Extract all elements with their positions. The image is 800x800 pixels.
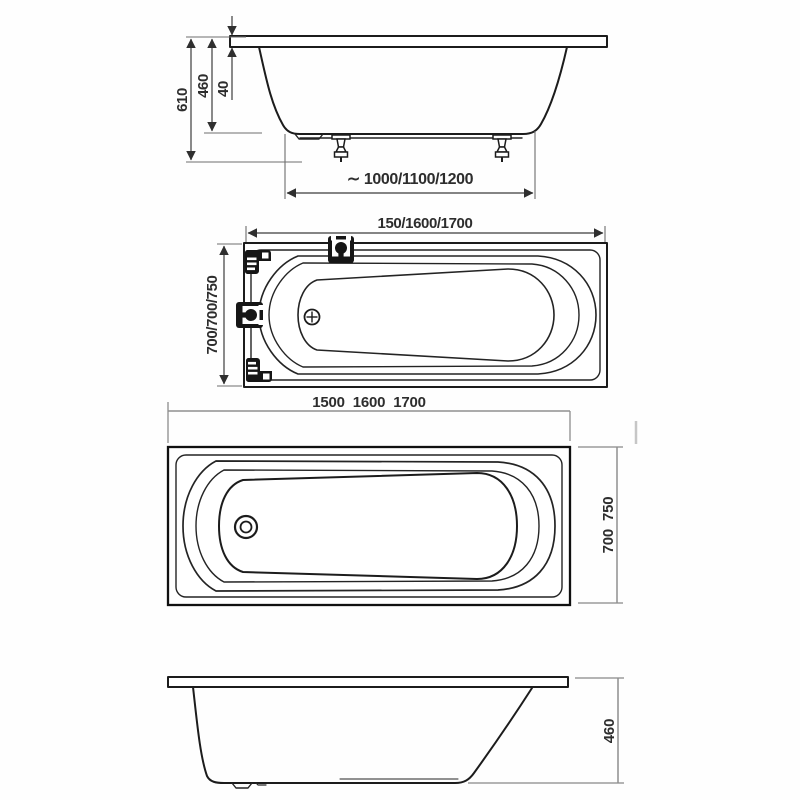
view-plan <box>168 394 636 605</box>
dimension-rim-height <box>215 16 232 100</box>
view-side-elevation <box>174 16 607 199</box>
tub-rim-profile-2 <box>168 677 568 687</box>
dim-label-length-2: 1500 1600 1700 <box>312 394 426 411</box>
clamp-bracket-icon-left <box>236 302 263 328</box>
dimension-end-height <box>468 678 624 783</box>
dimension-plan2-width <box>578 447 623 603</box>
dimension-leg-spacing <box>285 131 535 199</box>
clamp-bracket-icon-top <box>328 236 354 263</box>
dim-label-width: 700/700/750 <box>204 275 221 355</box>
dim-label-width-2: 700 750 <box>600 496 617 554</box>
drain-icon <box>305 310 320 325</box>
dim-label-leg-spacing: ∼ 1000/1100/1200 <box>346 171 474 188</box>
tub-rim-profile <box>230 36 607 47</box>
view-end-elevation <box>168 677 624 788</box>
support-leg-left <box>332 135 350 162</box>
dimension-total-height <box>174 37 302 162</box>
drain-icon-2 <box>235 516 257 538</box>
tub-body-outline-2 <box>193 687 532 783</box>
dim-label-610: 610 <box>174 88 191 112</box>
dim-label-40: 40 <box>215 81 232 97</box>
dim-label-460: 460 <box>195 74 212 98</box>
dimension-plan-length <box>246 215 605 242</box>
dimension-plan2-length <box>168 394 636 444</box>
view-plan-with-fittings <box>204 215 607 387</box>
tub-body-outline <box>259 47 567 134</box>
dim-label-height-2: 460 <box>601 718 618 744</box>
dim-label-length: 150/1600/1700 <box>377 215 473 232</box>
support-leg-right <box>493 135 511 162</box>
